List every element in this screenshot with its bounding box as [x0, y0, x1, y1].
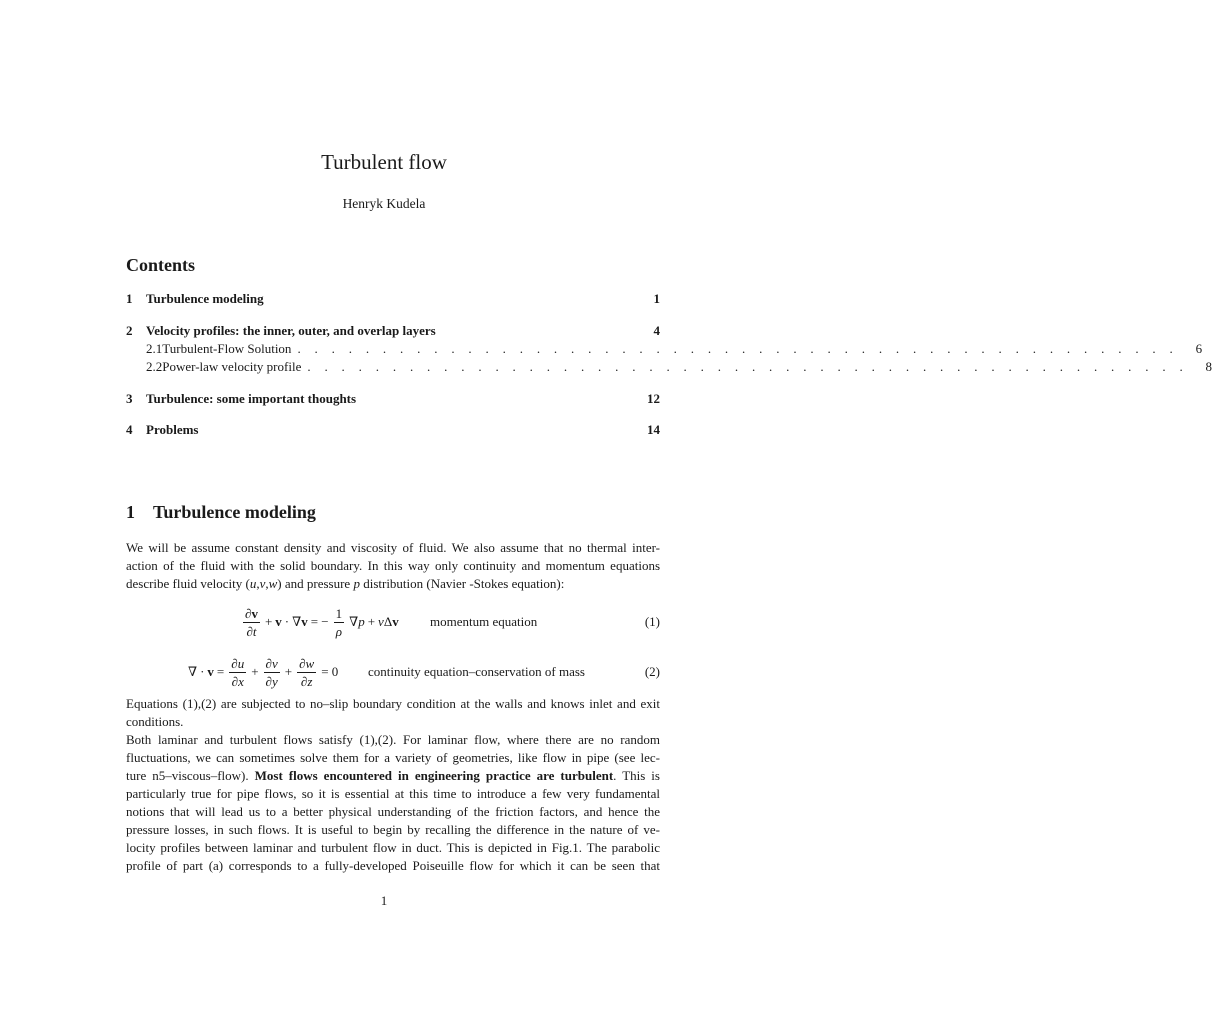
partial-symbol: ∂ [299, 655, 306, 671]
fraction-dv-dt [243, 605, 260, 640]
fraction-dv-dy [264, 655, 280, 690]
equation-2-description: continuity equation–conservation of mass [368, 664, 585, 679]
partial-symbol: ∂ [231, 655, 238, 671]
math-var-nu: ν [378, 614, 384, 629]
toc-leader-dots: . . . . . . . . . . . . . . . . . . . . . . . . . . . . . . . . . . . . . . . . . . . . . . . . . . . . [307, 359, 1188, 374]
math-var-v: v [301, 614, 308, 629]
text-run: distribution (Navier -Stokes equation): [359, 576, 565, 591]
text-line: profile of part (a) corresponds to a fully-developed Poiseuille flow for which it can be seen that [126, 858, 660, 873]
numerator [297, 655, 316, 673]
toc-entry-2-2[interactable] [146, 359, 1212, 375]
partial-symbol: ∂ [246, 623, 253, 639]
page-number: 1 [380, 893, 388, 908]
denominator [299, 673, 315, 690]
partial-symbol: ∂ [300, 673, 308, 689]
math-var-v: v [207, 664, 214, 679]
text-run: ture n5–viscous–flow). [126, 768, 255, 783]
math-var-v: v [271, 655, 278, 671]
text-line: fluctuations, we can sometimes solve them for a variety of geometries, like flow in pipe (see lec- [126, 750, 660, 765]
toc-entry-page: 8 [1205, 359, 1212, 374]
contents-heading: Contents [126, 255, 196, 275]
text-line [126, 767, 660, 785]
math-var-v: v [275, 614, 282, 629]
math-var-p: p [353, 576, 360, 591]
text-line: We will be assume constant density and viscosity of fluid. We also assume that no thermal inter- [126, 540, 660, 555]
text-run: ) and pressure [277, 576, 354, 591]
denominator [230, 673, 246, 690]
math-var-v: v [392, 614, 399, 629]
plus-symbol: + [367, 614, 376, 629]
nabla-symbol: ∇ [349, 614, 359, 629]
laplacian-symbol: Δ [383, 614, 393, 629]
math-var-x: x [238, 673, 244, 689]
toc-entry-page: 4 [653, 323, 660, 338]
toc-entry-title: Turbulence: some important thoughts [146, 391, 357, 406]
partial-symbol: ∂ [265, 673, 272, 689]
dot-symbol: · [200, 664, 205, 679]
equation-2-math [188, 650, 341, 694]
partial-symbol: ∂ [245, 605, 252, 621]
plus-symbol: + [264, 614, 273, 629]
toc-entry-page: 14 [647, 422, 660, 437]
fraction-dw-dz [297, 655, 316, 690]
intro-paragraph [126, 539, 660, 593]
author-name: Henryk Kudela [342, 196, 426, 211]
math-var-w: w [268, 576, 278, 591]
equation-1-math [241, 600, 399, 644]
toc-entry-title: Problems [146, 422, 199, 437]
nabla-symbol: ∇ [188, 664, 198, 679]
equation-2-number: (2) [644, 664, 660, 679]
denominator: ρ [335, 623, 342, 639]
math-var-z: z [307, 673, 313, 689]
toc-entry-page: 6 [1195, 341, 1203, 356]
math-var-u: u [237, 655, 245, 671]
toc-entry-number: 2.2 [146, 359, 163, 374]
toc-entry-3[interactable] [126, 391, 660, 407]
document-title: Turbulent flow [321, 150, 447, 174]
text-line [126, 575, 660, 593]
toc-entry-title: Turbulent-Flow Solution [162, 341, 292, 356]
body-paragraph [126, 695, 660, 875]
denominator [244, 623, 258, 640]
numerator [264, 655, 280, 673]
toc-entry-page: 12 [647, 391, 660, 406]
denominator [264, 673, 280, 690]
nabla-symbol: ∇ [292, 614, 302, 629]
text-run: describe fluid velocity ( [126, 576, 250, 591]
toc-entry-title: Power-law velocity profile [162, 359, 302, 374]
equation-1 [126, 600, 660, 644]
math-var-u: u [249, 576, 257, 591]
toc-entry-number: 3 [126, 391, 133, 406]
toc-entry-number: 2 [126, 323, 133, 338]
section-number: 1 [126, 502, 135, 522]
equals-symbol: = [216, 664, 225, 679]
equation-1-number: (1) [644, 614, 660, 629]
math-var-w: w [305, 655, 315, 671]
equals-zero: = 0 [321, 664, 339, 679]
toc-entry-2-1[interactable] [146, 341, 1203, 357]
text-line: particularly true for pipe flows, so it is essential at this time to introduce a few very fundamental [126, 786, 660, 801]
text-run: . This is [613, 768, 660, 783]
numerator [229, 655, 246, 673]
toc-entry-number: 2.1 [146, 341, 163, 356]
partial-symbol: ∂ [265, 655, 272, 671]
text-line: notions that will lead us to a better physical understanding of the friction factors, and hence the [126, 804, 660, 819]
numerator: 1 [335, 605, 343, 621]
toc-entry-number: 1 [126, 291, 133, 306]
dot-symbol: · [284, 614, 290, 629]
toc-entry-number: 4 [126, 422, 133, 437]
math-var-t: t [252, 623, 257, 639]
toc-leader-dots: . . . . . . . . . . . . . . . . . . . . . . . . . . . . . . . . . . . . . . . . . . . . . . . . . . . . [297, 341, 1179, 356]
toc-entry-2[interactable] [126, 323, 660, 339]
toc-entry-page: 1 [653, 291, 660, 306]
toc-entry-title: Turbulence modeling [146, 291, 264, 306]
text-line: conditions. [126, 714, 184, 729]
equation-1-description: momentum equation [430, 614, 538, 629]
text-run: , [256, 576, 260, 591]
text-line: locity profiles between laminar and turbulent flow in duct. This is depicted in Fig.1. The parabolic [126, 840, 660, 855]
toc-entry-title: Velocity profiles: the inner, outer, and overlap layers [146, 323, 436, 338]
plus-symbol: + [251, 664, 259, 679]
toc-entry-1[interactable] [126, 291, 660, 307]
fraction-1-rho [334, 605, 345, 640]
math-var-y: y [271, 673, 278, 689]
text-line: action of the fluid with the solid boundary. In this way only continuity and momentum equations [126, 558, 660, 573]
partial-symbol: ∂ [231, 673, 239, 689]
math-var-v: v [251, 605, 258, 621]
equation-2 [126, 650, 660, 694]
text-line: pressure losses, in such flows. It is useful to begin by recalling the difference in the nature of ve- [126, 822, 660, 837]
text-line: Equations (1),(2) are subjected to no–slip boundary condition at the walls and knows inlet and exit [126, 696, 660, 711]
toc-entry-4[interactable] [126, 422, 660, 438]
math-var-p: p [358, 614, 365, 629]
math-var-v: v [259, 576, 266, 591]
section-title: Turbulence modeling [153, 502, 316, 522]
numerator [243, 605, 260, 623]
text-line: Both laminar and turbulent flows satisfy (1),(2). For laminar flow, where there are no random [126, 732, 660, 747]
plus-symbol: + [284, 664, 293, 679]
emphasis-text: Most flows encountered in engineering practice are turbulent [254, 768, 614, 783]
text-run: , [265, 576, 269, 591]
fraction-du-dx [229, 655, 246, 690]
equals-minus-symbol: = − [310, 614, 329, 629]
section-1-heading [126, 502, 316, 523]
